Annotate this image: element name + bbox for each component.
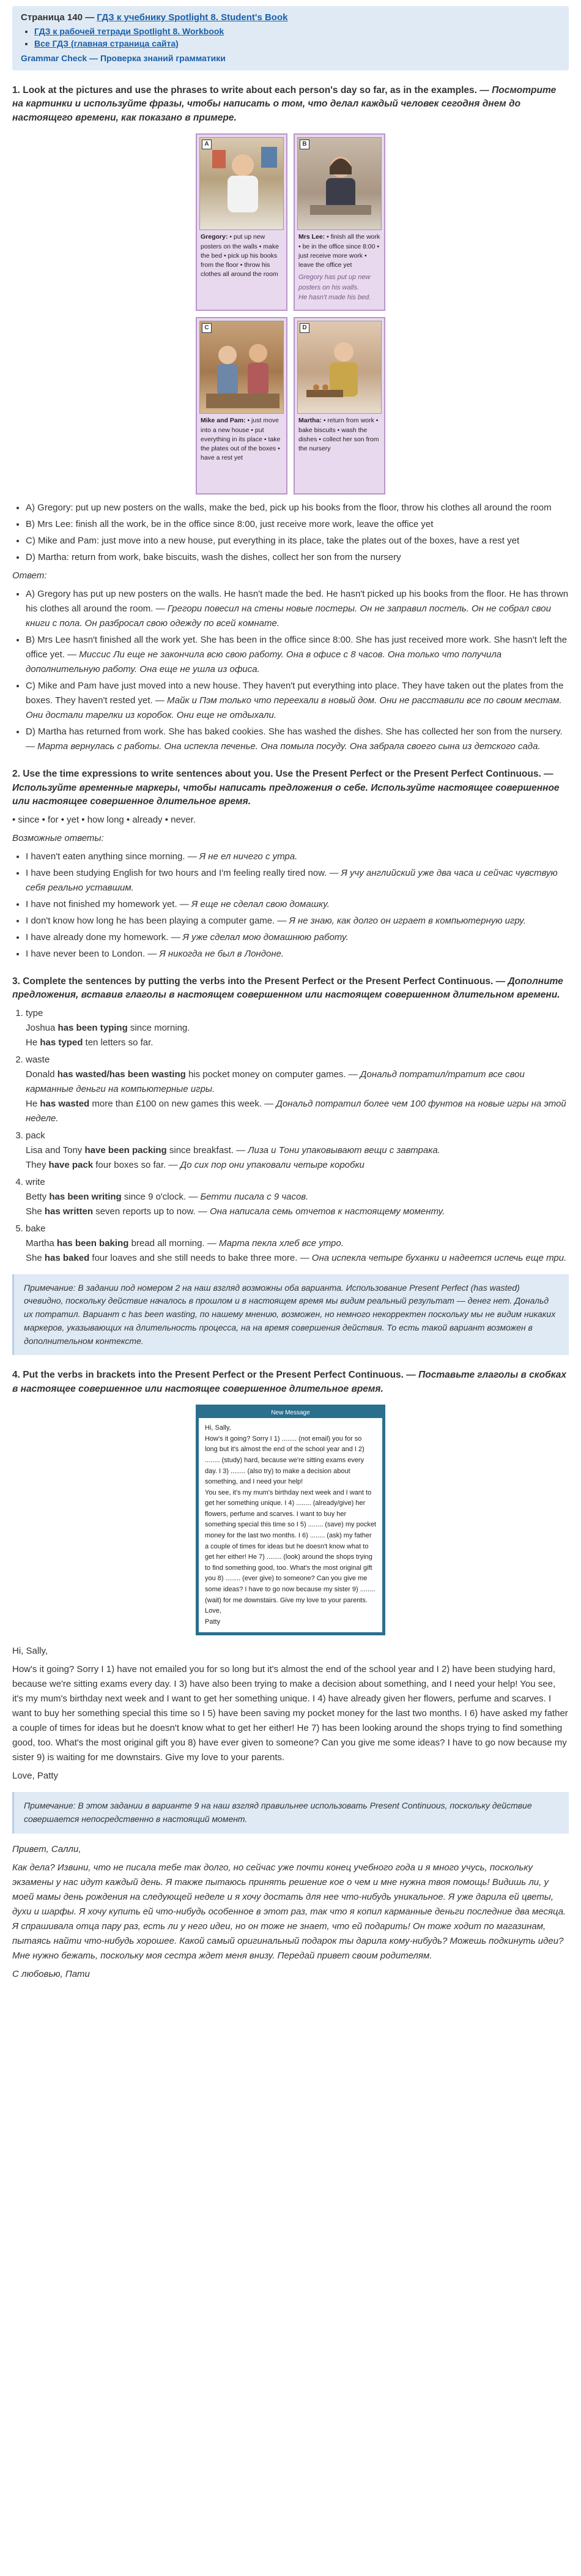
ex2-expressions: • since • for • yet • how long • already • never. xyxy=(12,814,196,825)
answer-en: D) Martha has returned from work. She has baked cookies. She has washed the dishes. She has collected her son from the nursery. xyxy=(26,726,563,737)
verb-form: has been writing xyxy=(49,1191,122,1202)
ex2-title-ru: — Используйте временные маркеры, чтобы написать предложения о себе. Используйте настоящее совершенное или настоящее совершенное длительное время. xyxy=(12,769,560,807)
ru-sign: С любовью, Пати xyxy=(12,1968,90,1979)
list-item xyxy=(26,587,569,631)
answer-ru: — Я еще не сделал свою домашку. xyxy=(179,898,330,909)
verb-label: 1. type xyxy=(26,1007,43,1018)
speech-line: Gregory has put up new posters on his walls. xyxy=(298,274,371,291)
picture-b xyxy=(294,133,385,311)
answer-en: C) Mike and Pam have just moved into a new house. They haven't put everything into place. They have taken out the plates from the boxes. They haven't rested yet. xyxy=(26,681,564,706)
verb-form: have been packing xyxy=(84,1144,167,1155)
text: more than £100 on new games this week. xyxy=(89,1098,262,1109)
answer-ru: — Я учу английский уже два часа и сейчас чувствую себя реально уставшим. xyxy=(26,867,558,893)
sentence-line xyxy=(26,1204,569,1219)
email-line: You see, it's my mum's birthday next week and I want to get her something unique. I 4) ........ (already/give) her flowers, perfume and scarves. I want to buy her something special this time so I 5) ........ (save) my pocket money for the last two months. I 6) ........ (ask) my father a couple of times for ideas but he doesn't know what to get her either! He 7) ........ (look) around the shops trying to find something good, too. What's the most original gift you 8) ........ (ever give) to someone? Can you give me some ideas? I have to go now because my sister 9) ........ (wait) for me downstairs. Give my love to your parents. xyxy=(205,1488,376,1604)
list-item xyxy=(26,1129,569,1173)
sentence-line xyxy=(26,1251,569,1266)
answer-en: B) Mrs Lee hasn't finished all the work yet. She has been in the office since 8:00. She has just received more work. She hasn't left the office yet. xyxy=(26,635,568,660)
text: four loaves and she still needs to bake three more. xyxy=(89,1252,298,1263)
ex4-title-en: 4. Put the verbs in brackets into the Present Perfect or the Present Perfect Continuous. xyxy=(12,1370,404,1381)
list-item xyxy=(34,26,560,36)
ex4-note: Примечание: В этом задании в варианте 9 на наш взгляд правильнее использовать Present Continuous, поскольку действие совершается непосредственно в настоящий момент. xyxy=(12,1792,569,1833)
answer-en: I have already done my homework. xyxy=(26,931,169,943)
list-item xyxy=(26,930,569,945)
text: his pocket money on computer games. xyxy=(185,1069,346,1080)
translation: — Она испекла четыре буханки и надеется испечь еще три. xyxy=(300,1252,567,1263)
text: since morning. xyxy=(127,1022,190,1033)
answer-ru: — Марта вернулась с работы. Она испекла печенье. Она помыла посуду. Она забрала своего сына из детского сада. xyxy=(26,741,541,752)
list-item xyxy=(26,914,569,928)
verb-form: has baked xyxy=(44,1252,90,1263)
ex2-answers-label: Возможные ответы: xyxy=(12,832,104,843)
picture-name: Mike and Pam: xyxy=(201,417,246,425)
speech-line: He hasn't made his bed. xyxy=(298,294,371,302)
boy-illustration xyxy=(200,138,284,228)
picture-d-caption xyxy=(297,414,382,456)
ex1-pictures xyxy=(196,133,385,495)
photo-a xyxy=(199,137,284,230)
answer-ru: — Я уже сделал мою домашнюю работу. xyxy=(171,931,349,943)
list-item xyxy=(26,1222,569,1266)
sentence-line xyxy=(26,1036,569,1050)
letter-sign: Love, Patty xyxy=(12,1771,59,1782)
text: He xyxy=(26,1098,40,1109)
translation: — Марта пекла хлеб все утро. xyxy=(207,1238,344,1249)
ex2-title-en: 2. Use the time expressions to write sentences about you. Use the Present Perfect or the Present Perfect Continuous. xyxy=(12,769,541,780)
answer-en: I have been studying English for two hours and I'm feeling really tired now. xyxy=(26,867,327,878)
photo-b xyxy=(297,137,382,230)
text: She xyxy=(26,1206,45,1217)
email-title-bar: New Message xyxy=(199,1408,382,1418)
list-item xyxy=(26,947,569,961)
text: Martha xyxy=(26,1238,57,1249)
list-item: • C) Mike and Pam: just move into a new house, put everything in its place, take the plates out of the boxes, have a rest yet xyxy=(26,534,569,548)
sentence-line xyxy=(26,1097,569,1126)
picture-c-caption xyxy=(199,414,284,465)
verb-form: has typed xyxy=(40,1037,83,1048)
answer-ru: — Я никогда не был в Лондоне. xyxy=(147,948,284,959)
all-gdz-link[interactable]: Все ГДЗ (главная страница сайта) xyxy=(34,39,179,48)
text: four boxes so far. xyxy=(93,1159,166,1170)
photo-d xyxy=(297,321,382,414)
photo-c xyxy=(199,321,284,414)
workbook-link[interactable]: ГДЗ к рабочей тетради Spotlight 8. Workbook xyxy=(34,26,224,36)
list-item xyxy=(34,39,560,48)
picture-letter: B xyxy=(300,140,309,149)
answer-ru: — Миссис Ли еще не закончила всю свою работу. Она в офисе с 8 часов. Она только что получила дополнительную работу. Она еще не ушла из офиса. xyxy=(26,649,502,675)
verb-label: 2. waste xyxy=(26,1054,50,1065)
picture-name: Martha: xyxy=(298,417,322,425)
picture-letter: D xyxy=(300,323,309,333)
text: since breakfast. xyxy=(166,1144,234,1155)
ru-letter: Как дела? Извини, что не писала тебе так долго, но сейчас уже почти конец учебного года и я много учусь, поскольку экзамены у нас идут каждый день. Я также пытаюсь принять решение кое о чем и мне нужна твоя помощь! Видишь ли, у моей мамы день рождения на следующей неделе и я хочу достать для нее что-нибудь уникальное. Я уже дарила ей цветы, духи и шарфы. Я хочу купить ей что-нибудь особенное в этот раз, так что я копил карманные деньги последние два месяца. Я спрашивала отца пару раз, есть ли у него идеи, но он тоже не знает, что ей подарить! Он тоже ходит по магазинам, пытаясь найти что-нибудь хорошее. Какой самый оригинальный подарок ты дарила кому-нибудь? Можешь подкинуть идеи? Мне нужно бежать, поскольку моя сестра ждет меня внизу. Передай привет своим родителям. xyxy=(12,1862,566,1961)
ex4-title-ru: — Поставьте глаголы в скобках в настоящее совершенное или настоящее совершенное длительное время. xyxy=(12,1370,566,1394)
page-label: Страница 140 — xyxy=(21,12,97,23)
translation: — Она написала семь отчетов к настоящему моменту. xyxy=(198,1206,445,1217)
translation: — До сих пор они упаковали четыре коробки xyxy=(168,1159,365,1170)
picture-caption-text: • just move into a new house • put everything in its place • take the plates out of the boxes • have a rest yet xyxy=(201,417,281,462)
sentence-line xyxy=(26,1190,569,1204)
ex3-title xyxy=(12,975,569,1002)
translation: — Дональд потратил более чем 100 фунтов на новые игры на этой неделе. xyxy=(26,1098,566,1124)
list-item xyxy=(26,1175,569,1219)
picture-caption-text: • return from work • bake biscuits • wash the dishes • collect her son from the nursery xyxy=(298,417,379,453)
sentence-line xyxy=(26,1143,569,1158)
answer-ru: — Грегори повесил на стены новые постеры. Он не заправил постель. Он не собрал свои книги с пола. Он разбросал свою одежду по всей комнате. xyxy=(26,603,551,629)
ex1-title-en: 1. Look at the pictures and use the phrases to write about each person's day so far, as in the examples. xyxy=(12,85,477,95)
text: Donald xyxy=(26,1069,57,1080)
sentence-line xyxy=(26,1021,569,1036)
email-line: Patty xyxy=(205,1618,221,1626)
verb-form: have pack xyxy=(48,1159,94,1170)
grammar-check-heading: Grammar Check — Проверка знаний грамматики xyxy=(21,53,226,63)
ru-greeting: Привет, Салли, xyxy=(12,1843,81,1854)
verb-form: has wasted/has been wasting xyxy=(57,1069,186,1080)
answer-en: I haven't eaten anything since morning. xyxy=(26,851,185,862)
list-item xyxy=(26,866,569,895)
answer-ru: — Я не ел ничего с утра. xyxy=(187,851,298,862)
text: Lisa and Tony xyxy=(26,1144,85,1155)
page xyxy=(12,0,569,1982)
picture-caption-text: • put up new posters on the walls • make the bed • pick up his books from the floor • throw his clothes all around the room xyxy=(201,233,279,278)
text: She xyxy=(26,1252,45,1263)
picture-letter: C xyxy=(202,323,212,333)
student-book-link[interactable]: ГДЗ к учебнику Spotlight 8. Student's Book xyxy=(97,12,288,23)
list-item xyxy=(26,679,569,723)
text: Joshua xyxy=(26,1022,58,1033)
letter-answer: How's it going? Sorry I 1) have not emailed you for so long but it's almost the end of the school year and I 2) have been studying hard, because we're sitting exams every day. I 3) have also been trying to make a decision about something, and I need your help! You see, it's my mum's birthday next week and I want to get her something unique. I 4) have already given her flowers, perfume and scarves. I want to buy her something special this time so I 5) have been saving my pocket money for the last two months. I 6) have asked my father a couple of times for ideas but he doesn't know what to get her either! He 7) has been looking around the shops trying to find something good, too. What's the most original gift you 8) have ever given to someone? Can you give me some ideas? I have to go now because my sister 9) is waiting for me downstairs. Give my love to your parents. xyxy=(12,1664,568,1763)
picture-caption-text: • finish all the work • be in the office since 8:00 • just receive more work • leave the office yet xyxy=(298,233,380,269)
email-line: How's it going? Sorry I 1) ........ (not email) you for so long but it's almost the end of the school year and I 2) ........ (study) hard, because we're sitting exams every day. I 3) ........ (also try) to make a decision about something, and I need your help! xyxy=(205,1435,365,1486)
verb-form: has been typing xyxy=(57,1022,128,1033)
text: They xyxy=(26,1159,49,1170)
list-item xyxy=(26,633,569,677)
verb-label: 4. write xyxy=(26,1176,45,1187)
couple-illustration xyxy=(200,321,284,412)
answer-en: I have never been to London. xyxy=(26,948,146,959)
martha-illustration xyxy=(298,321,382,412)
ex4-title xyxy=(12,1368,569,1396)
picture-name: Mrs Lee: xyxy=(298,233,325,241)
sentence-line xyxy=(26,1067,569,1097)
ex1-task-list xyxy=(12,501,569,565)
text: seven reports up to now. xyxy=(93,1206,196,1217)
translation: — Лиза и Тони упаковывают вещи с завтрака. xyxy=(236,1144,440,1155)
answer-ru: — Я не знаю, как долго он играет в компьютерную игру. xyxy=(277,915,526,926)
woman-illustration xyxy=(298,138,382,228)
answer-en: I have not finished my homework yet. xyxy=(26,898,177,909)
verb-form: has wasted xyxy=(40,1098,90,1109)
ex3-title-en: 3. Complete the sentences by putting the verbs into the Present Perfect or the Present Perfect Continuous. xyxy=(12,976,494,987)
ex1-title-ru: — Посмотрите на картинки и используйте фразы, чтобы написать о том, что делал каждый человек сегодня днем до настоящего времени, как показано в примере. xyxy=(12,85,557,123)
text: He xyxy=(26,1037,40,1048)
picture-name: Gregory: xyxy=(201,233,228,241)
sentence-line xyxy=(26,1236,569,1251)
page-title xyxy=(21,12,560,23)
picture-d xyxy=(294,317,385,495)
verb-form: has written xyxy=(44,1206,94,1217)
picture-a xyxy=(196,133,287,311)
header-links xyxy=(21,26,560,48)
sentence-line xyxy=(26,1158,569,1173)
email-image xyxy=(196,1405,385,1635)
verb-label: 3. pack xyxy=(26,1130,45,1141)
picture-letter: A xyxy=(202,140,212,149)
email-body xyxy=(199,1418,382,1632)
email-line: Love, xyxy=(205,1607,221,1615)
list-item: • A) Gregory: put up new posters on the walls, make the bed, pick up his books from the floor, throw his clothes all around the room xyxy=(26,501,569,515)
answer-en: A) Gregory has put up new posters on the walls. He hasn't made the bed. He hasn't picked up his books from the floor. He has thrown his clothes all around the room. xyxy=(26,589,569,614)
ex1-title xyxy=(12,84,569,125)
letter-greeting: Hi, Sally, xyxy=(12,1646,48,1657)
translation: — Дональд потратил/тратит все свои карманные деньги на компьютерные игры. xyxy=(26,1069,525,1094)
list-item: • B) Mrs Lee: finish all the work, be in the office since 8:00, just receive more work, leave the office yet xyxy=(26,517,569,532)
verb-label: 5. bake xyxy=(26,1223,46,1234)
ex1-answer-label: Ответ: xyxy=(12,570,47,581)
translation: — Бетти писала с 9 часов. xyxy=(188,1191,309,1202)
text: Betty xyxy=(26,1191,50,1202)
list-item xyxy=(26,1006,569,1050)
verb-form: has been baking xyxy=(56,1238,129,1249)
list-item: • D) Martha: return from work, bake biscuits, wash the dishes, collect her son from the nursery xyxy=(26,550,569,565)
list-item xyxy=(26,849,569,864)
email-line: Hi, Sally, xyxy=(205,1424,231,1432)
ex3-list xyxy=(12,1006,569,1266)
text: ten letters so far. xyxy=(83,1037,154,1048)
example-speech xyxy=(298,272,380,303)
picture-b-caption xyxy=(297,230,382,305)
text: bread all morning. xyxy=(128,1238,205,1249)
ex3-note: Примечание: В задании под номером 2 на наш взгляд возможны оба варианта. Использование Present Perfect (has wasted) очевидно, поскольку действие началось в прошлом и в настоящем время мы видим реальный результат — денег нет. Дональд их потратил. Вариант с has been wasting, по нашему мнению, возможен, но немного некорректен поскольку мы не видим никаких маркеров, указывающих на длительность процесса, на на время совершения действия. То есть такой вариант возможен в дополнительном контексте. xyxy=(12,1274,569,1355)
ex3-title-ru: — Дополните предложения, вставив глаголы в настоящем совершенном или настоящем совершенном длительном времени. xyxy=(12,976,563,1001)
ex2-answers xyxy=(12,849,569,961)
picture-a-caption xyxy=(199,230,284,282)
list-item xyxy=(26,897,569,912)
list-item xyxy=(26,725,569,754)
picture-c xyxy=(196,317,287,495)
ex1-answers xyxy=(12,587,569,754)
header-box xyxy=(12,6,569,70)
list-item xyxy=(26,1053,569,1126)
ex2-title xyxy=(12,767,569,808)
text: since 9 o'clock. xyxy=(121,1191,187,1202)
answer-en: I don't know how long he has been playing a computer game. xyxy=(26,915,275,926)
answer-ru: — Майк и Пэм только что переехали в новый дом. Они не расставили все по своим местам. Они достали тарелки из коробок. Они еще не отдыхали. xyxy=(26,695,562,721)
